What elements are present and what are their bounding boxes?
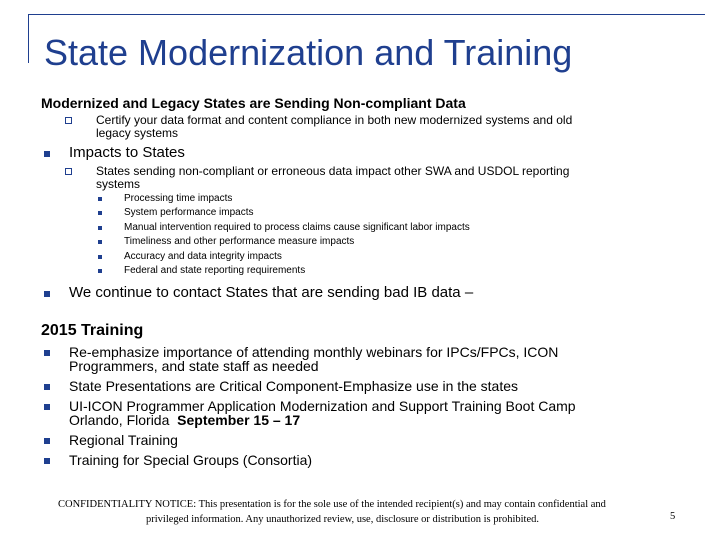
confidentiality-notice-line-2: privileged information. Any unauthorized review, use, disclosure or distribution is prohibited.: [146, 514, 539, 525]
impact-text: Processing time impacts: [124, 193, 233, 204]
square-bullet-icon: [98, 255, 102, 259]
impact-text: System performance impacts: [124, 207, 254, 218]
impact-text: Accuracy and data integrity impacts: [124, 251, 282, 262]
impact-text: Manual intervention required to process claims cause significant labor impacts: [124, 222, 470, 233]
section-heading-training: 2015 Training: [41, 322, 144, 339]
square-bullet-icon: [44, 404, 50, 410]
impact-text: Timeliness and other performance measure impacts: [124, 236, 355, 247]
square-bullet-icon: [44, 438, 50, 444]
page-number: 5: [670, 511, 676, 522]
hollow-square-bullet-icon: [65, 117, 72, 124]
training-text: Regional Training: [69, 432, 178, 448]
training-text: Training for Special Groups (Consortia): [69, 452, 313, 468]
square-bullet-icon: [44, 151, 50, 157]
training-text: UI-ICON Programmer Application Modernization and Support Training Boot Camp: [69, 398, 576, 414]
square-bullet-icon: [44, 384, 50, 390]
impacts-heading: Impacts to States: [69, 144, 185, 161]
contact-text: We continue to contact States that are sending bad IB data –: [69, 284, 474, 301]
certify-line-2: legacy systems: [96, 126, 179, 140]
training-text: Programmers, and state staff as needed: [69, 358, 319, 374]
training-text: Re-emphasize importance of attending monthly webinars for IPCs/FPCs, ICON: [69, 344, 559, 360]
square-bullet-icon: [44, 458, 50, 464]
square-bullet-icon: [98, 211, 102, 215]
date-text: September 15 – 17: [177, 412, 301, 428]
location-text: Orlando, Florida: [69, 412, 178, 428]
square-bullet-icon: [44, 350, 50, 356]
square-bullet-icon: [98, 240, 102, 244]
square-bullet-icon: [98, 226, 102, 230]
hollow-square-bullet-icon: [65, 168, 72, 175]
square-bullet-icon: [44, 291, 50, 297]
sending-line-2: systems: [96, 177, 141, 191]
confidentiality-notice-line-1: CONFIDENTIALITY NOTICE: This presentation is for the sole use of the intended recipient(s) and may contain confidential and: [58, 499, 606, 510]
square-bullet-icon: [98, 197, 102, 201]
training-text: State Presentations are Critical Component-Emphasize use in the states: [69, 378, 519, 394]
section-heading-noncompliant: Modernized and Legacy States are Sending Non-compliant Data: [41, 95, 466, 111]
slide-title: State Modernization and Training: [44, 32, 573, 73]
certify-line-1: Certify your data format and content compliance in both new modernized systems and old: [96, 113, 573, 127]
training-text: [69, 413, 300, 427]
impact-text: Federal and state reporting requirements: [124, 265, 306, 276]
square-bullet-icon: [98, 269, 102, 273]
sending-line-1: States sending non-compliant or erroneous data impact other SWA and USDOL reporting: [96, 164, 570, 178]
